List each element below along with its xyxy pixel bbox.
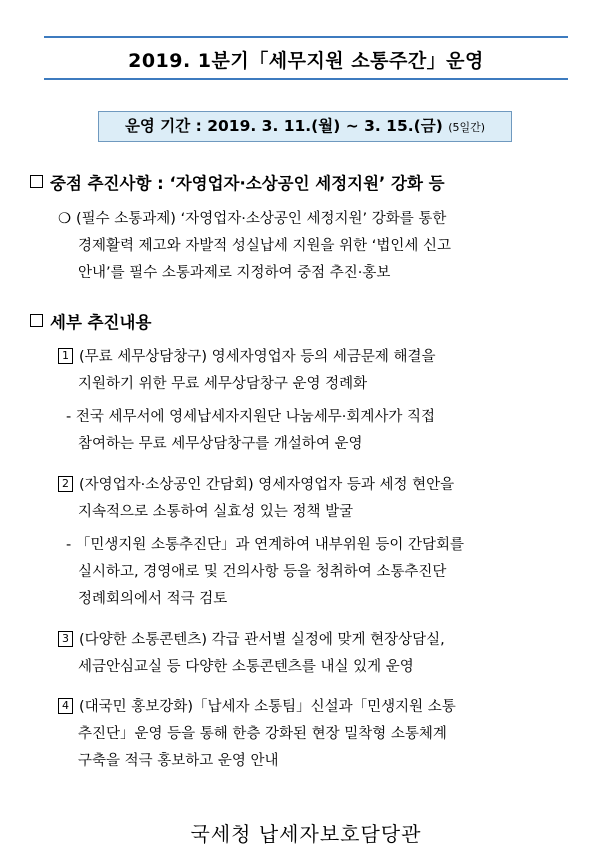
- checkbox-square-icon: [30, 314, 43, 327]
- footer-department: 국세청 납세자보호담당관: [190, 822, 422, 846]
- focus-paragraph: [58, 206, 578, 287]
- section-heading-details: 세부 추진내용: [30, 309, 151, 333]
- detail-item-1: 1 (무료 세무상담창구) 영세자영업자 등의 세금문제 해결을 지원하기 위한 무료 세무상담창구 운영 정례화 - 전국 세무서에 영세납세자지원단 나눔세무·회계사가 직접 참여하는 무료 세무상담창구를 개설하여 운영: [58, 344, 578, 458]
- number-box-3: 3: [58, 631, 73, 647]
- title-bottom-rule: [44, 78, 568, 80]
- number-box-2: 2: [58, 476, 73, 492]
- page-title: 2019. 1분기「세무지원 소통주간」운영: [128, 50, 484, 72]
- focus-line-1: (필수 소통과제) ‘자영업자·소상공인 세정지원’ 강화를 통한: [76, 211, 447, 227]
- detail-item-3: 3 (다양한 소통콘텐츠) 각급 관서별 실정에 맞게 현장상담실, 세금안심교실 등 다양한 소통콘텐츠를 내실 있게 운영: [58, 627, 578, 681]
- focus-line-3: 안내’를 필수 소통과제로 지정하여 중점 추진·홍보: [78, 265, 391, 281]
- period-box: [98, 111, 512, 142]
- detail-item-2: 2 (자영업자·소상공인 간담회) 영세자영업자 등과 세정 현안을 지속적으로 소통하여 실효성 있는 정책 발굴 - 「민생지원 소통추진단」과 연계하여 내부위원 등이 간담회를 실시하고, 경영애로 및 건의사항 등을 청취하여 소통추진단 정례회의에서 적극 검토: [58, 472, 578, 613]
- detail-item-4: 4 (대국민 홍보강화)「납세자 소통팀」신설과「민생지원 소통 추진단」운영 등을 통해 한층 강화된 현장 밀착형 소통체계 구축을 적극 홍보하고 운영 안내: [58, 694, 578, 775]
- period-days: (5일간): [448, 121, 486, 134]
- section-heading-focus: 중점 추진사항 : ‘자영업자·소상공인 세정지원’ 강화 등: [30, 170, 445, 194]
- checkbox-square-icon: [30, 175, 43, 188]
- number-box-4: 4: [58, 698, 73, 714]
- focus-line-2: 경제활력 제고와 자발적 성실납세 지원을 위한 ‘법인세 신고: [78, 238, 452, 254]
- number-box-1: 1: [58, 348, 73, 364]
- title-banner: [44, 36, 568, 80]
- circle-bullet-icon: ❍: [58, 211, 71, 227]
- period-label: 운영 기간 : 2019. 3. 11.(월) ~ 3. 15.(금): [124, 117, 443, 135]
- title-top-rule: [44, 36, 568, 38]
